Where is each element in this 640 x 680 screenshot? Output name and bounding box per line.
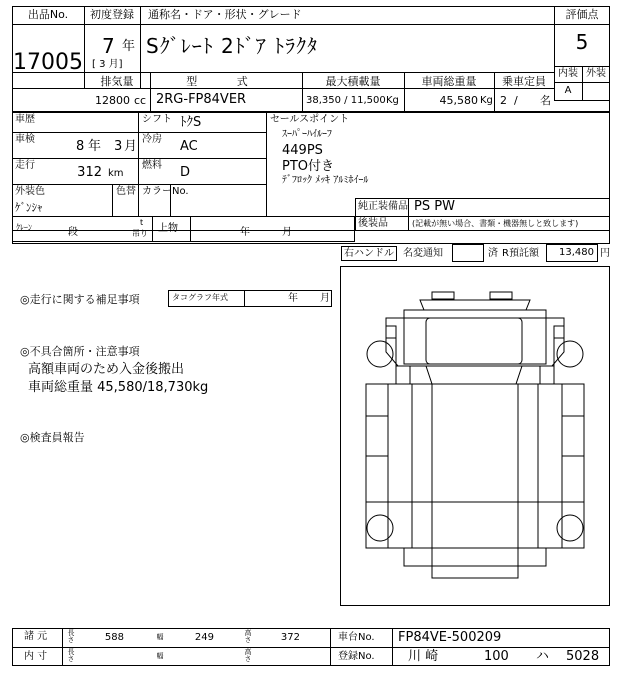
sales-point-3: PTO付き [282,159,335,174]
lot-label: 出品No. [27,8,69,21]
reg-number: 5028 [566,649,600,664]
mileage-unit: km [108,168,124,179]
mileage-value: 312 [77,165,102,180]
tachograph-label: タコグラフ年式 [172,293,228,302]
handle-label: 右ハンドル [344,248,394,259]
displacement-unit: cc [134,94,147,107]
aftermarket-note: (記載が無い場合、書類・機器無しと致します) [412,219,579,228]
boarding-label: 上物 [158,223,178,234]
interior-label: 内装 [558,68,578,79]
defect-line-2: 車両総重量 45,580/18,730kg [28,380,209,395]
recycle-unit: 円 [600,248,610,259]
tachograph-month-unit: 月 [320,293,330,304]
reg-kana: ハ [536,649,550,664]
capacity-value: 2 [500,94,507,107]
ac-value: AC [180,139,198,154]
inner-label: 内 寸 [24,651,48,662]
crane-hang-label: 吊り [132,229,148,238]
inspector-label: ◎検査員報告 [20,431,85,444]
chassis-value: FP84VE-500209 [398,630,502,645]
width-value: 249 [194,632,214,643]
shift-value: ﾄｸS [180,115,202,130]
front-fender-left [396,366,410,384]
mirror-left [432,292,454,299]
dims-label: 諸 元 [24,631,48,642]
first-reg-label: 初度登録 [90,8,134,21]
length-value: 588 [104,632,124,643]
crane-label: ｸﾚｰﾝ [16,223,32,232]
tail-step [432,566,518,578]
inner-height-label: 高さ [244,648,252,662]
rear-split-right [538,502,562,548]
max-load-value: 38,350 / 11,500 [306,95,386,106]
inspection-month-unit: 月 [124,139,138,154]
inner-length-label: 長さ [67,648,75,662]
crane-t-label: t [140,218,144,227]
rear-wheel-left [367,515,393,541]
defect-line-1: 高額車両のため入金後搬出 [28,362,185,377]
grade-label: 評価点 [565,8,599,21]
sales-point-1: ｽｰﾊﾟｰﾊｲﾙｰﾌ [282,129,332,140]
front-fender-right [540,366,554,384]
capacity-unit: 名 [540,94,551,107]
boarding-year-unit: 年 [240,227,250,238]
capacity-sep: / [514,94,518,107]
crane-stage-label: 段 [68,227,78,238]
rear-wheel-right [557,515,583,541]
capacity-label: 乗車定員 [502,75,546,88]
color-label: 外装色 [15,186,45,197]
sales-point-4: ﾃﾞﾌﾛｯｸ ﾒｯｷ ｱﾙﾐﾎｲｰﾙ [282,175,369,186]
genuine-equip-value: PS PW [414,199,455,214]
reg-region: 川 崎 [408,649,439,664]
grade-value: 5 [575,30,589,54]
aftermarket-label: 後装品 [358,218,388,229]
inspection-month: 3 [114,139,123,154]
interior-value: A [564,85,572,96]
mileage-label: 走行 [15,160,35,171]
cab-roof [420,300,530,310]
rear-bumper [404,548,546,566]
chassis-outline [366,384,584,502]
title-label: 通称名・ドア・形状・グレード [148,8,302,21]
front-wheel-left [367,341,393,367]
displacement-value: 12800 [95,94,130,107]
recycle-deposit-value: 13,480 [559,247,594,258]
rear-split-left [388,502,412,548]
inner-width-label: 幅 [156,652,164,659]
registration-label: 登録No. [338,651,375,662]
model-name: Sｸﾞﾚｰﾄ 2ﾄﾞｱ ﾄﾗｸﾀ [146,34,319,58]
driving-remarks-label: ◎走行に関する補足事項 [20,293,140,306]
color-code-label: カラーNo. [142,186,189,197]
gross-weight-label: 車両総重量 [421,75,477,88]
max-load-unit: Kg [386,95,399,106]
gross-weight-unit: Kg [480,95,493,106]
height-value: 372 [280,632,300,643]
color-value: ｹﾞﾝｼｬ [15,201,43,214]
vehicle-diagram [340,266,610,606]
chassis-left-rail [366,384,388,502]
gross-weight-value: 45,580 [439,94,478,107]
genuine-equip-label: 純正装備品 [358,201,408,212]
inspection-year-unit: 年 [88,139,102,154]
displacement-label: 排気量 [100,75,134,88]
rear-body [366,502,584,548]
inspection-year: 8 [76,139,85,154]
recycle-deposit-label: R預託額 [502,248,539,259]
width-label: 幅 [156,633,164,640]
chassis-right-rail [562,384,584,502]
height-label: 高さ [244,629,252,643]
fuel-label: 燃料 [142,160,162,171]
exterior-label: 外装 [586,68,606,79]
length-label: 長さ [67,629,75,643]
chassis-label: 車台No. [338,632,375,643]
crane-row [12,216,355,242]
boarding-month-unit: 月 [282,227,292,238]
windshield [426,318,522,364]
history-label: 車歴 [15,114,35,125]
cab-body [386,318,564,366]
ac-label: 冷房 [142,134,162,145]
sales-point-2: 449PS [282,143,323,158]
cab-lower [426,366,522,384]
reg-class: 100 [484,649,509,664]
fuel-value: D [180,165,191,180]
first-reg-year: 7 [102,34,115,58]
name-change-box [452,244,484,262]
name-change-label: 名変通知 [403,248,443,259]
tachograph-year-unit: 年 [288,293,298,304]
first-reg-year-unit: 年 [122,39,136,54]
inspection-label: 車検 [15,134,35,145]
front-wheel-right [557,341,583,367]
shift-label: シフト [142,114,172,125]
model-type-label: 型 式 [186,75,266,88]
sales-point-label: セールスポイント [270,114,350,125]
max-load-label: 最大積載量 [325,75,381,88]
recycle-done-label: 済 [488,248,498,259]
defects-label: ◎不具合箇所・注意事項 [20,345,140,358]
color-change-label: 色替 [116,186,136,197]
first-reg-month: [ 3 月] [92,59,123,70]
mirror-right [490,292,512,299]
model-type-value: 2RG-FP84VER [156,92,247,107]
lot-number: 17005 [13,50,83,75]
